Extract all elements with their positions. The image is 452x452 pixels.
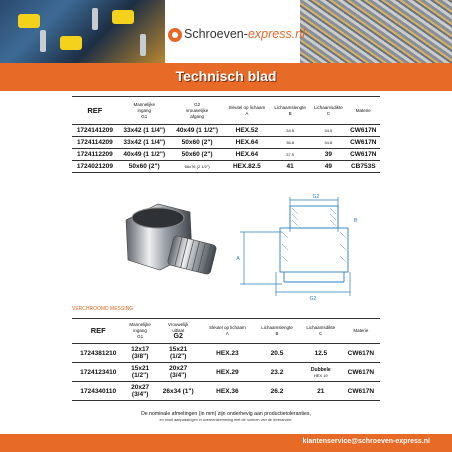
cell-c: 12.5 [300,344,342,363]
cell-ref: 1724340110 [72,382,125,401]
brand-logo [184,27,305,41]
tool-bit [140,34,146,56]
table-row [72,161,380,173]
cell-b: 41 [270,161,310,173]
tolerance-note: De nominale afmetingen (in mm) zijn onderhevig aan productietoleranties, [141,411,311,417]
cell-g2: 26x34 (1") [156,382,201,401]
cell-material: CB753S [347,161,380,173]
cell-g2: 15x21 (1/2") [156,344,201,363]
cell-ref: 1724114209 [72,137,118,149]
cell-b: 20.5 [254,344,300,363]
page-title: Technisch blad [175,68,277,84]
cell-material: CW617N [347,137,380,149]
cell-g1: 40x49 (1 1/2") [118,149,171,161]
cell-g2: 50x60 (2") [171,137,224,149]
cell-c: 21 [300,382,342,401]
cell-ref: 1724021209 [72,161,118,173]
col-ref-header: REF [72,319,125,344]
cell-g1: 50x60 (2") [118,161,171,173]
cell-g2: 50x60 (2") [171,149,224,161]
drawing-hatching [282,208,346,262]
col-c-header: Lichaamsdikte C [300,319,342,344]
col-g2-header: G2 vrouwelijke afgang [171,97,224,125]
col-c-header: Lichaamsdikte C [310,97,346,125]
cell-a: HEX.23 [201,344,254,363]
cell-material: CW617N [342,382,380,401]
cell-b: 26.2 [254,382,300,401]
spec-table-1 [72,96,380,173]
cell-g1: 20x27 (3/4") [125,382,156,401]
table-row [72,137,380,149]
brand-domain: express.nl [247,27,305,41]
cell-g2: 20x27 (3/4") [156,363,201,382]
cell-ref: 1724381210 [72,344,125,363]
customer-service-email[interactable]: klantenservice@schroeven-express.nl [302,438,430,445]
screws-photo [300,0,452,63]
cell-a: HEX.52 [224,125,271,137]
cell-ref: 1724123410 [72,363,125,382]
fitting-opening [132,208,184,228]
cell-b: 23.2 [254,363,300,382]
supplier-note: en nooit aanpassingen in overeenstemming met de normen van de leverancier. [159,418,293,422]
drawing-outline [280,206,348,282]
spec-table-2 [72,318,380,401]
cell-a: HEX.29 [201,363,254,382]
cell-material: CW617N [347,125,380,137]
col-g1-header: Mannelijke ingang G1 [118,97,171,125]
cell-ref: 1724141209 [72,125,118,137]
drawing-dimension-lines [240,197,350,296]
table-row [72,344,380,363]
cell-c: 34.8 [310,137,346,149]
cell-c: 49 [310,161,346,173]
cell-material: CW617N [342,344,380,363]
label-g2-bottom: G2 [309,296,317,302]
cell-g1: 12x17 (3/8") [125,344,156,363]
cell-b: 34.5 [270,125,310,137]
cell-a: HEX.82.5 [224,161,271,173]
cell-material: CW617N [342,363,380,382]
cell-g2: 66x76 (2 1/2") [171,161,224,173]
col-a-header: Sleutel op lichaam A [224,97,271,125]
cell-b: 37.5 [270,149,310,161]
col-a-header: Sleutel op lichaam A [201,319,254,344]
section-label: VERCHROOMD MESSING [72,306,134,312]
col-ref-header: REF [72,97,118,125]
brand-name: Schroeven- [184,27,248,41]
tool-bit [40,30,46,52]
table-row [72,149,380,161]
cell-b: 36.8 [270,137,310,149]
table-header-row [72,319,380,344]
col-material-header: Materie [342,319,380,344]
tool-handle [60,36,82,50]
cell-c: 39 [310,149,346,161]
cell-c: 34.5 [310,125,346,137]
cell-g1: 33x42 (1 1/4") [118,125,171,137]
label-b: B [354,218,358,224]
cell-a: HEX.64 [224,137,271,149]
cell-g2: 40x49 (1 1/2") [171,125,224,137]
table-row [72,363,380,382]
thread-body [167,235,217,275]
tools-photo [0,0,165,63]
fitting-photo [118,198,222,292]
cell-g1: 33x42 (1 1/4") [118,137,171,149]
col-g2-header: Vrouwelijk uitlaat G2 [156,319,201,344]
cell-g1: 15x21 (1/2") [125,363,156,382]
col-b-header: Lichaamslengte B [270,97,310,125]
col-material-header: Materie [347,97,380,125]
col-g1-header: Mannelijke ingang G1 [125,319,156,344]
label-a: A [236,256,240,262]
tool-handle [112,10,134,24]
logo-icon [168,28,182,42]
label-g2-top: G2 [312,194,320,200]
col-b-header: Lichaamslengte B [254,319,300,344]
tool-bit [92,8,98,30]
tool-handle [18,14,40,28]
technical-drawing [232,192,364,304]
table-header-row [72,97,380,125]
cell-a: HEX.64 [224,149,271,161]
cell-c: Dubbele HEX 19 [300,363,342,382]
cell-ref: 1724112209 [72,149,118,161]
cell-a: HEX.36 [201,382,254,401]
table-row [72,382,380,401]
cell-material: CW617N [347,149,380,161]
table-row [72,125,380,137]
